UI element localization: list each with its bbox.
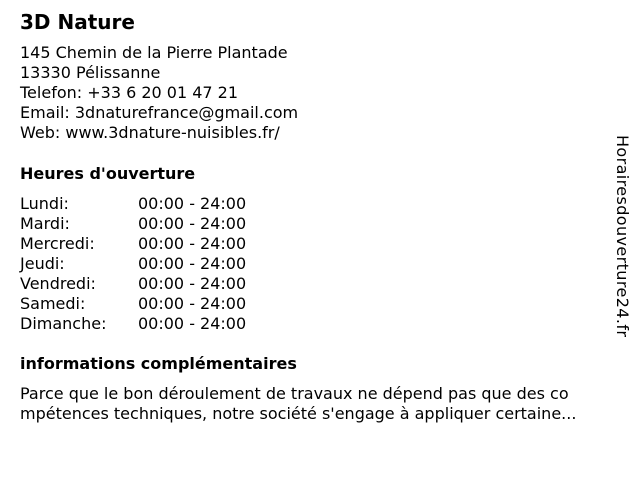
time-range: 00:00 - 24:00 <box>138 194 247 213</box>
description-line: Parce que le bon déroulement de travaux ne dépend pas que des co <box>20 384 569 403</box>
contact-block <box>20 43 298 143</box>
additional-info-heading: informations complémentaires <box>20 354 297 373</box>
business-description <box>20 384 620 424</box>
day-label: Mardi: <box>20 214 70 233</box>
site-watermark: Horairesdouverture24.fr <box>613 135 632 338</box>
time-range: 00:00 - 24:00 <box>138 314 247 333</box>
time-range: 00:00 - 24:00 <box>138 274 247 293</box>
day-label: Jeudi: <box>20 254 65 273</box>
time-range: 00:00 - 24:00 <box>138 234 247 253</box>
street-address: 145 Chemin de la Pierre Plantade <box>20 43 288 62</box>
city-postcode: 13330 Pélissanne <box>20 63 161 82</box>
opening-hours-heading: Heures d'ouverture <box>20 164 196 183</box>
day-label: Dimanche: <box>20 314 107 333</box>
day-label: Vendredi: <box>20 274 96 293</box>
hours-row-thursday <box>20 254 280 274</box>
opening-hours-table <box>20 194 280 334</box>
time-range: 00:00 - 24:00 <box>138 254 247 273</box>
hours-row-friday <box>20 274 280 294</box>
day-label: Mercredi: <box>20 234 95 253</box>
hours-row-monday <box>20 194 280 214</box>
day-label: Lundi: <box>20 194 69 213</box>
hours-row-wednesday <box>20 234 280 254</box>
hours-row-saturday <box>20 294 280 314</box>
email-address[interactable]: Email: 3dnaturefrance@gmail.com <box>20 103 299 122</box>
phone-number[interactable]: Telefon: +33 6 20 01 47 21 <box>20 83 239 102</box>
description-line: mpétences techniques, notre société s'engage à appliquer certaine... <box>20 404 577 423</box>
hours-row-sunday <box>20 314 280 334</box>
website-link[interactable]: Web: www.3dnature-nuisibles.fr/ <box>20 123 280 142</box>
day-label: Samedi: <box>20 294 86 313</box>
business-name: 3D Nature <box>20 10 135 34</box>
time-range: 00:00 - 24:00 <box>138 294 247 313</box>
time-range: 00:00 - 24:00 <box>138 214 247 233</box>
hours-row-tuesday <box>20 214 280 234</box>
